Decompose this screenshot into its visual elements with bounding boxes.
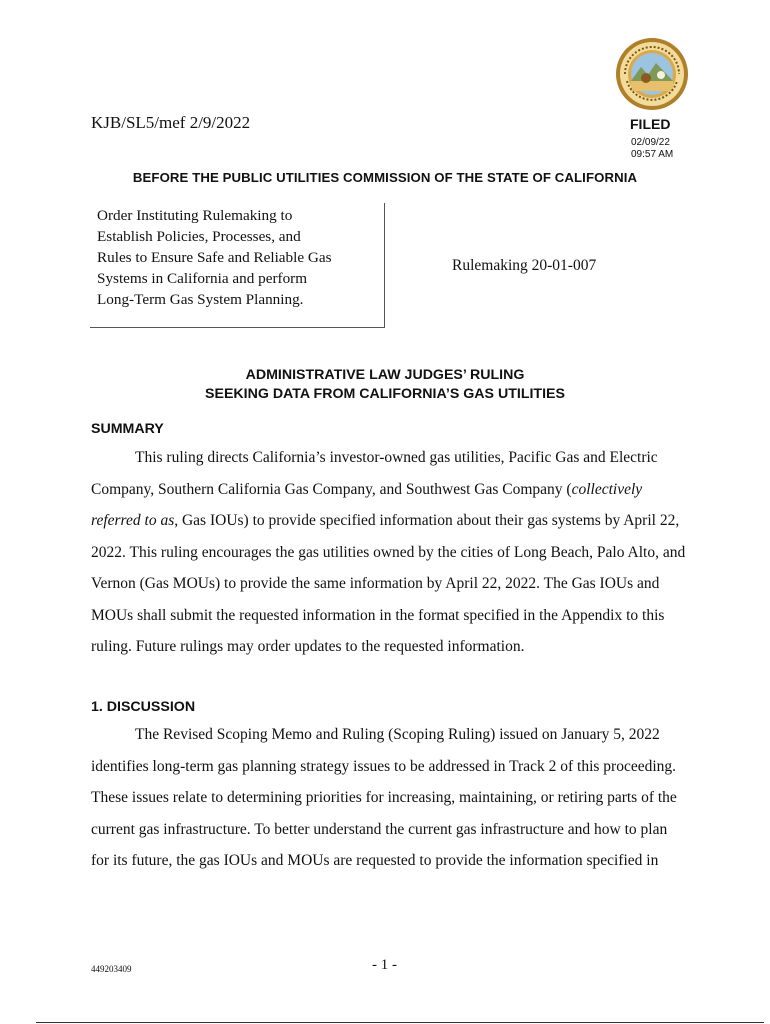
caption-line: Rules to Ensure Safe and Reliable Gas (97, 249, 332, 266)
caption-line: Long-Term Gas System Planning. (97, 291, 304, 308)
court-heading: BEFORE THE PUBLIC UTILITIES COMMISSION OF THE STATE OF CALIFORNIA (132, 170, 638, 185)
caption-line: Order Instituting Rulemaking to (97, 207, 293, 224)
caption-line: Systems in California and perform (97, 270, 308, 287)
discussion-heading: 1. DISCUSSION (91, 699, 196, 715)
case-caption (97, 205, 382, 310)
summary-paragraph (91, 442, 687, 663)
summary-text-end: , Gas IOUs) to provide specified information about their gas systems by April 22, 2022. This ruling encourages the gas utilities owned by the cities of Long Beach, Palo Alto, and Vernon (Gas MOUs) to provide the same information by April 22, 2022. The Gas IOUs and MOUs shall submit the requested information in the format specified in the Appendix to this ruling. Future rulings may order updates to the requested information. (91, 512, 686, 655)
summary-italic-text: collectively referred to as (91, 480, 643, 529)
discussion-paragraph (91, 719, 687, 877)
ruling-title-line-2: SEEKING DATA FROM CALIFORNIA’S GAS UTILITIES (205, 386, 565, 402)
ruling-title-line-1: ADMINISTRATIVE LAW JUDGES’ RULING (245, 367, 525, 383)
docket-number: Rulemaking 20-01-007 (452, 257, 597, 274)
summary-text-start: This ruling directs California’s investor-owned gas utilities, Pacific Gas and Electric Company, Southern California Gas Company, and Southwest Gas Company ( (91, 449, 658, 498)
document-reference: KJB/SL5/mef 2/9/2022 (91, 113, 251, 132)
caption-line: Establish Policies, Processes, and (97, 228, 301, 245)
filed-time: 09:57 AM (631, 149, 674, 160)
california-puc-seal-icon (615, 37, 689, 111)
page-number: - 1 - (372, 957, 397, 973)
filed-date: 02/09/22 (631, 137, 670, 148)
footer-divider (36, 1022, 764, 1023)
document-id: 449203409 (91, 964, 132, 974)
summary-heading: SUMMARY (91, 421, 164, 437)
filed-stamp-label: FILED (630, 116, 671, 132)
discussion-text: The Revised Scoping Memo and Ruling (Scoping Ruling) issued on January 5, 2022 identifies long-term gas planning strategy issues to be addressed in Track 2 of this proceeding. These issues relate to determining priorities for increasing, maintaining, or retiring parts of the current gas infrastructure. To better understand the current gas infrastructure and how to plan for its future, the gas IOUs and MOUs are requested to provide the information specified in (91, 726, 677, 869)
